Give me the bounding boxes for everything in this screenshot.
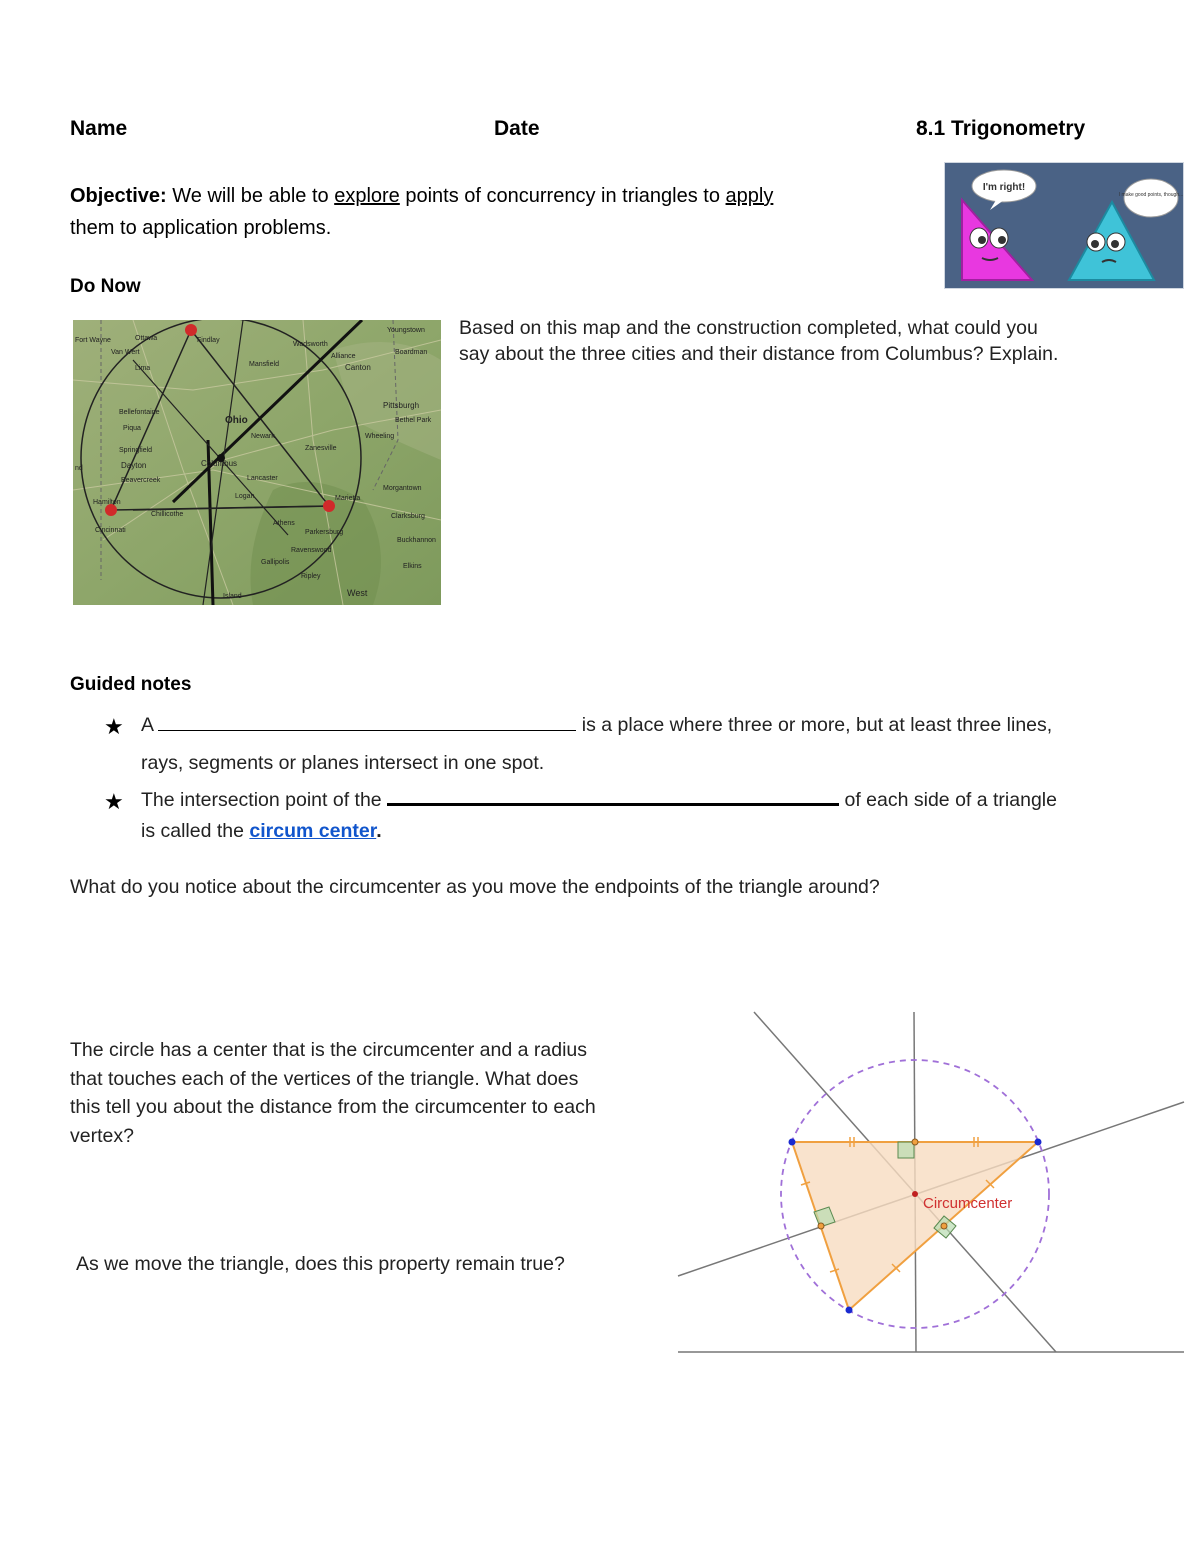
map-label: West — [347, 588, 368, 598]
map-label: Athens — [273, 520, 295, 527]
note-bullet-2 — [141, 789, 1057, 812]
map-label: Beavercreek — [121, 477, 161, 484]
word-apply: apply — [725, 185, 774, 207]
star-bullet-icon: ★ — [104, 789, 124, 814]
circle-question-line: this tell you about the distance from the circumcenter to each — [70, 1096, 596, 1118]
map-label: Columbus — [201, 459, 238, 468]
map-label: Zanesville — [305, 445, 337, 452]
map-label: Ravenswood — [291, 547, 332, 554]
map-label: Ripley — [301, 573, 321, 580]
map-label: Ohio — [225, 415, 248, 426]
bullet-text: . — [376, 820, 382, 842]
map-label: Fort Wayne — [75, 337, 111, 344]
objective-text: points of concurrency in triangles to — [399, 185, 726, 207]
circle-question-line: The circle has a center that is the circumcenter and a radius — [70, 1039, 587, 1061]
bullet-text: A — [141, 714, 153, 736]
map-label: Mansfield — [249, 361, 279, 368]
notice-question: What do you notice about the circumcenter as you move the endpoints of the triangle around? — [70, 876, 880, 898]
name-label: Name — [70, 117, 128, 140]
bullet-text: The intersection point of the — [141, 789, 382, 811]
map-label: Alliance — [331, 353, 356, 360]
map-label: Wadsworth — [293, 341, 328, 348]
map-label: Ottawa — [135, 335, 158, 342]
map-label: Boardman — [395, 349, 428, 356]
map-label: Elkins — [403, 563, 422, 570]
map-label: Springfield — [119, 447, 153, 454]
map-label: Youngstown — [387, 327, 425, 334]
map-label: Wheeling — [365, 433, 395, 440]
date-label: Date — [494, 117, 540, 140]
map-label: Bellefontaine — [119, 409, 160, 416]
objective-text: them to application problems. — [70, 217, 332, 239]
circumcenter-diagram — [676, 1010, 1186, 1360]
circle-question-line: vertex? — [70, 1124, 134, 1147]
note-bullet-2-line2 — [141, 820, 382, 843]
fill-in-blank-1[interactable] — [158, 716, 576, 731]
bullet-text: of each side of a triangle — [844, 789, 1057, 811]
circle-question — [70, 1036, 670, 1150]
map-label: Morgantown — [383, 485, 422, 492]
map-label: Van Wert — [111, 349, 140, 356]
bullet-text: is called the — [141, 820, 244, 842]
note-bullet-1 — [141, 714, 1052, 737]
map-label: Clarksburg — [391, 513, 425, 520]
map-label: Bethel Park — [395, 417, 432, 424]
map-label: Lancaster — [247, 475, 278, 482]
map-label: Logan — [235, 493, 255, 500]
note-bullet-1-line2: rays, segments or planes intersect in one spot. — [141, 752, 545, 774]
objective-text: We will be able to — [172, 185, 335, 207]
map-label: Piqua — [123, 425, 141, 432]
map-label: Hamilton — [93, 499, 121, 506]
map-label: Lima — [135, 365, 151, 372]
map-label: Gallipolis — [261, 559, 290, 566]
bullet-text: is a place where three or more, but at least three lines, — [581, 714, 1053, 736]
bubble-right-text: I make good points, though... — [1118, 192, 1184, 198]
map-label: Buckhannon — [397, 537, 436, 544]
map-label: Pittsburgh — [383, 401, 420, 410]
circumcenter-link[interactable]: circum center — [249, 820, 377, 842]
objective — [70, 180, 930, 244]
circumcenter-label: Circumcenter — [923, 1195, 1013, 1212]
map-label: nd — [75, 465, 83, 472]
map-label: Parkersburg — [305, 529, 344, 536]
map-label: Canton — [345, 363, 371, 372]
objective-label: Objective: — [70, 185, 167, 207]
guided-notes-heading: Guided notes — [70, 674, 192, 695]
map-label: Marietta — [335, 495, 361, 502]
course-title: 8.1 Trigonometry — [916, 117, 1086, 140]
star-bullet-icon: ★ — [104, 714, 124, 739]
do-now-question-line: Based on this map and the construction completed, what could you — [459, 317, 1038, 339]
map-label: Cincinnati — [95, 527, 126, 534]
bubble-left-text: I'm right! — [982, 182, 1026, 193]
circle-question-line: that touches each of the vertices of the triangle. What does — [70, 1067, 579, 1090]
cartoon-triangles-image — [944, 162, 1184, 289]
do-now-question — [459, 315, 1159, 367]
map-label: Dayton — [121, 461, 147, 470]
fill-in-blank-2[interactable] — [387, 789, 839, 806]
map-label: Findlay — [197, 337, 220, 344]
map-label: Newark — [251, 433, 275, 440]
do-now-heading: Do Now — [70, 276, 141, 297]
word-explore: explore — [334, 185, 400, 207]
map-label: Chillicothe — [151, 511, 184, 518]
do-now-question-line: say about the three cities and their distance from Columbus? Explain. — [459, 343, 1059, 365]
ohio-map-image — [73, 320, 441, 605]
property-question: As we move the triangle, does this property remain true? — [76, 1253, 565, 1275]
map-label: Island — [223, 593, 242, 600]
